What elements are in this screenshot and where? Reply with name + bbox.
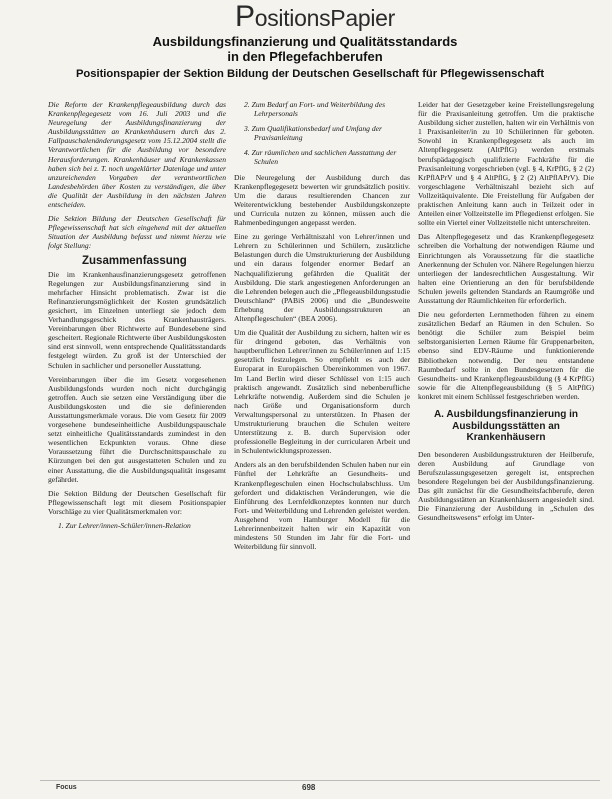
quality-criteria-list-continued [234, 100, 410, 167]
column-1 [48, 100, 226, 536]
section-heading-a: A. Ausbildungsfinanzierung in Ausbildungsstätten an Krankenhäusern [433, 409, 579, 443]
quality-criteria-list [48, 521, 226, 530]
paragraph: Anders als an den berufsbildenden Schulen haben nur ein Fünftel der Lehrkräfte an Gesundheits- und Krankenpflegeschulen einen Hochschulabschluss. Um gefordert und didaktischen Veränderungen, wie die Einführung des Lernfeldkonzeptes konnten nur durch Fort- und Weiterbildung und Lehrenden geleistet werden. Ausgehend vom Hamburger Modell für die Lehrerinnenbeitzeit halten wir ein Kapazität von mindestens 50 Stunden im Jahr für die Fort- und Weiterbildung für sinnvoll. [234, 460, 410, 552]
paragraph: Die im Krankenhausfinanzierungsgesetz getroffenen Regelungen zur Ausbildungsfinanzierung sind in mehrfacher Hinsicht problematisch. Zwar ist die Refinanzierungsmöglichkeit der Kosten grundsätzlich gesichert, im Einzelnen unterliegt sie jedoch dem Verhandlungsgeschick des Krankenhausträgers. Vereinbarungen über Richtwerte auf Bundesebene sind gescheitert. Regionale Richtwerte über Ausbildungskosten sind erst sinnvoll, wenn entsprechende Qualitätsstandards festgelegt würden. Zu groß ist der Unterschied der Schulen in sachlicher und personeller Ausstattung. [48, 269, 226, 370]
list-item: 1. Zur Lehrer/innen-Schüler/innen-Relation [58, 521, 191, 531]
section-heading-summary: Zusammenfassung [82, 254, 187, 267]
paragraph: Die Sektion Bildung der Deutschen Gesellschaft für Pflegewissenschaft legt mit diesem Positionspapier Vorschläge zu vier Qualitätsmerkmalen vor: [48, 488, 226, 516]
title-line-2: in den Pflegefachberufen [227, 49, 383, 64]
footer-label: Focus [56, 784, 77, 791]
paragraph: Die Neuregelung der Ausbildung durch das Krankenpflegegesetz bewerten wir grundsätzlich positiv. Um die daraus resultierenden Chancen zur Weiterentwicklung bestehender Ausbildungskonzepte und Curricula nutzen zu können, müssen auch die Rahmenbedingungen angepasst werden. [234, 172, 410, 228]
paragraph: Um die Qualität der Ausbildung zu sichern, halten wir es für dringend geboten, das Verhältnis von hauptberuflichen Lehrer/innen zu Schüler/innen auf 1:15 gesetzlich festzulegen. So empfiehlt es auch der Europarat in Europäischen Übereinkommen von 1967. Im Land Berlin wird dieser Schlüssel von 1:15 auch praktisch angewandt. Zusätzlich sind nebenberufliche Lehrkräfte notwendig. Außerdem sind die Schulen je nach Größe und Organisationsform durch Verwaltungspersonal zu unterstützen. In Phasen der Umstrukturierung brauchen die Schulen weitere Unterstützung z. B. durch Supervision oder professionelle Begleitung in der curricularen Arbeit und in Schulentwicklungsprozessen. [234, 328, 410, 456]
document-subtitle: Positionspapier der Sektion Bildung der Deutschen Gesellschaft für Pflegewissenschaft [75, 68, 545, 80]
masthead-text: ositionsPapier [254, 5, 395, 31]
paragraph: Das Altenpflegegesetz und das Krankenpflegegesetz schreiben die Vorhaltung der notwendigen Räume und Einrichtungen als Voraussetzung für die staatliche Anerkennung der Schulen vor. Nähere Regelungen hierzu unterliegen der landesrechtlichen Ausgestaltung. Wir halten eine Orientierung an den für berufsbildende Schulen jeweils geltenden Standards an Raumgröße und Ausstattung der Räumlichkeiten für erforderlich. [418, 232, 594, 305]
masthead-initial: P [235, 2, 255, 32]
document-title [60, 34, 550, 64]
column-2 [234, 100, 410, 556]
list-item: 2. Zum Bedarf an Fort- und Weiterbildung des Lehrpersonals [244, 100, 386, 119]
intro-paragraph: Die Reform der Krankenpflegeausbildung durch das Krankenpflegegesetz vom 16. Juli 2003 und die Neuregelung der Ausbildungsfinanzierung der Ausbildungsstätten an Krankenhäusern durch das 2. Fallpauschalenänderungsgesetz vom 15.12.2004 stellt die Verantwortlichen für die Ausbildung vor besondere Herausforderungen. Krankenhäuser und Krankenkassen haben sich bei z. T. noch ungeklärter Datenlage und unter unzureichenden Vorgaben der verantwortlichen Landesbehörden über Kosten zu verständigen, die über die Qualität der Ausbildung in den nächsten Jahren entscheiden. [48, 100, 226, 210]
paragraph: Eine zu geringe Verhältniszahl von Lehrer/innen und Lehrern zu Schülerinnen und Schülern, zusätzliche Belastungen durch die Umstrukturierung der Ausbildung und ein daraus folgender enormer Bedarf an Nachqualifizierung gefährden die Qualität der Ausbildung. Die stark angestiegenen Anforderungen an die Lehrenden belegen auch die „Pflegeausbildungsstudie Deutschland“ (PABiS 2006) und die „Bundesweite Erhebung der Ausbildungsstrukturen an Altenpflegeschulen“ (BEA 2006). [234, 232, 410, 323]
paragraph: Den besonderen Ausbildungsstrukturen der Heilberufe, deren Ausbildung auf Grundlage von Berufszulassungsgesetzen geregelt ist, entsprechen besondere Regelungen bei der Ausbildungsfinanzierung. Das gilt zunächst für die Gesundheitsfachberufe, deren Ausbildungsstätten an Krankenhäusern angesiedelt sind. Die Finanzierung der Ausbildung in „Schulen des Gesundheitswesens“ erfolgt im Unter- [418, 449, 594, 523]
footer-rule [40, 780, 600, 781]
intro-statement: Die Sektion Bildung der Deutschen Gesellschaft für Pflegewissenschaft hat sich eingehend mit der aktuellen Situation der Ausbildung befasst und nimmt hierzu wie folgt Stellung: [48, 214, 226, 251]
list-item: 3. Zum Qualifikationsbedarf und Umfang der Praxisanleitung [244, 124, 382, 143]
list-item: 4. Zur räumlichen und sachlichen Ausstattung der Schulen [244, 148, 397, 167]
paragraph: Vereinbarungen über die im Gesetz vorgesehenen Ausbildungsfonds wurden noch nicht durchgängig getroffen. Auch sie setzen eine Verständigung über die Ausbildungskosten und die sie definierenden Ausstattungsmerkmale voraus. Die vom Gesetz für 2009 vorgesehene bundeseinheitliche Ausbildungspauschale setzt einheitliche Qualitätsstandards zumindest in den wesentlichen Eckpunkten voraus. Ohne diese Voraussetzung führt die Durchschnittspauschale zu Kürzungen bei den gut ausgestatteten Schulen und zu einer Ausstattung, die die Ausbildungsqualität insgesamt gefährdet. [48, 374, 226, 484]
masthead-logo [235, 2, 405, 32]
title-line-1: Ausbildungsfinanzierung und Qualitätsstandards [152, 34, 458, 49]
paragraph: Leider hat der Gesetzgeber keine Freistellungsregelung für die Praxisanleitung getroffen. Um die praktische Ausbildung sicher zustellen, halten wir ein Verhältnis von 1 Praxisanleiter/in zu 10 Schülerinnen für geboten. Sowohl in Krankenpflegegesetz als auch im Altenpflegegesetz (AltPflG) werden erstmals berufspädagogisch qualifizierte Fachkräfte für die Praxisanleitung vorgeschrieben (vgl. § 4, KrPflG, § 2 (2) KrPflAPrV und § 4 AltPflG, § 2 (2) AltPflAPrV). Die vorgeschlagene Verhältniszahl bezieht sich auf Vollzeitäquivalente. Die Freistellung für Aufgaben der praktischen Anleitung kann auch in Teilzeit oder in Anteilen einer Vollzeitstelle im Pflegedienst erfolgen. Sie sollte ein Viertel einer Vollzeitstelle nicht unterschreiten. [418, 100, 594, 228]
page-number: 698 [302, 783, 316, 792]
column-3 [418, 100, 594, 527]
paragraph: Die neu geforderten Lernmethoden führen zu einem zusätzlichen Bedarf an Räumen in den Schulen. So benötigt die Schüler zum Beispiel beim selbstorganisierten Lernen Räume für Gruppenarbeiten, ebenso sind EDV-Räume und funktionierende Bibliotheken notwendig. Der neu entstandene Raumbedarf sollte in den Bundesgesetzen für die Gesundheits- und Krankenpflegeausbildung (§ 4 KrPflG) sowie für die Altenpflegeausbildung (§ 5 AltPflG) konkret mit einem Schlüssel festgeschrieben werden. [418, 310, 594, 401]
